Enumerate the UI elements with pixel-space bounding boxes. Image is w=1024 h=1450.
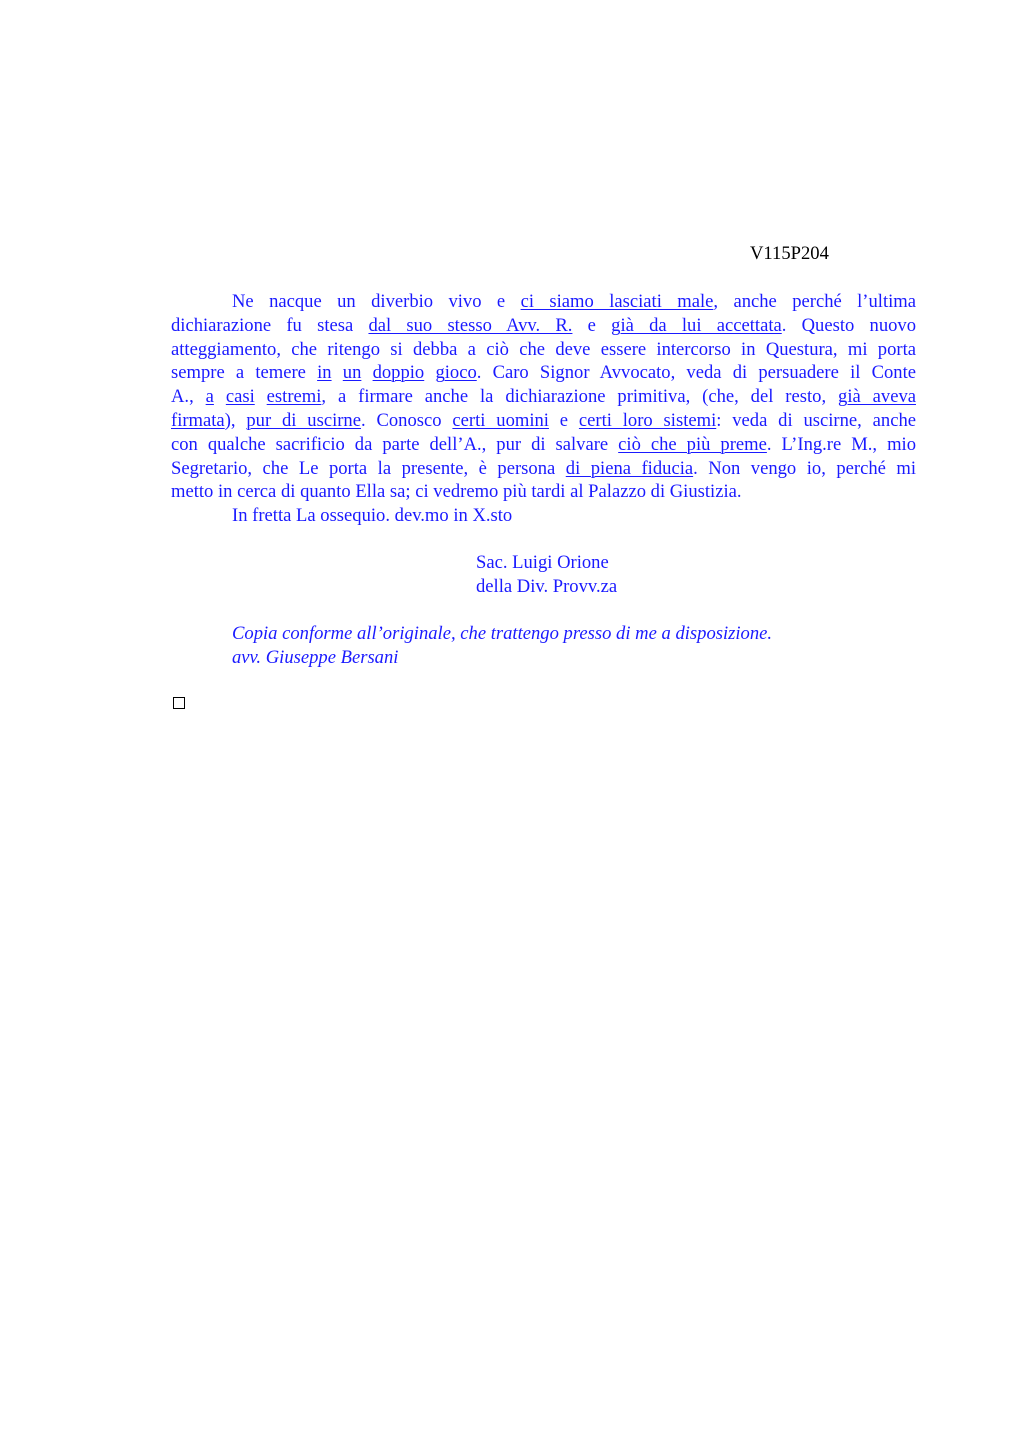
underlined-text: già da lui accettata bbox=[611, 314, 782, 336]
body-line bbox=[171, 457, 916, 481]
certification-note bbox=[232, 622, 772, 670]
body-text: e bbox=[572, 314, 612, 336]
body-text: . L’Ing.re M., mio bbox=[766, 433, 916, 455]
body-text: . Questo nuovo bbox=[781, 314, 917, 336]
letter-body bbox=[171, 290, 916, 528]
body-text: Segretario, che Le porta la presente, è persona bbox=[171, 457, 566, 479]
body-line bbox=[171, 433, 916, 457]
signature-name: Sac. Luigi Orione bbox=[476, 552, 609, 573]
body-text: dichiarazione fu stesa bbox=[171, 314, 369, 336]
body-text: con qualche sacrificio da parte dell’A., pur di salvare bbox=[171, 433, 619, 455]
body-text: , anche perché l’ultima bbox=[713, 291, 917, 312]
page-reference: V115P204 bbox=[750, 243, 829, 264]
body-line bbox=[171, 338, 916, 362]
body-line bbox=[171, 480, 916, 504]
body-text: e bbox=[548, 409, 579, 431]
underlined-text: già aveva bbox=[838, 386, 916, 408]
body-text: atteggiamento, che ritengo si debba a ciò che deve essere intercorso in Questura, mi porta bbox=[171, 338, 916, 360]
body-text bbox=[332, 362, 343, 383]
body-paragraph bbox=[171, 290, 916, 504]
underlined-text: di piena fiducia bbox=[565, 457, 694, 479]
checkbox-square[interactable] bbox=[173, 697, 185, 709]
certification-signer: avv. Giuseppe Bersani bbox=[232, 646, 399, 668]
underlined-text: un bbox=[342, 362, 362, 384]
body-line bbox=[171, 290, 916, 314]
body-text: Ne nacque un diverbio vivo e bbox=[232, 291, 521, 312]
body-text bbox=[255, 386, 267, 407]
body-line bbox=[171, 409, 916, 433]
body-line bbox=[171, 385, 916, 409]
body-text: . Caro Signor Avvocato, veda di persuadere il Conte bbox=[476, 362, 917, 384]
body-text: . Conosco bbox=[361, 409, 453, 431]
underlined-text: certi uomini bbox=[452, 409, 549, 431]
body-text bbox=[361, 362, 372, 383]
underlined-text: dal suo stesso Avv. R. bbox=[368, 314, 573, 336]
underlined-text: ciò che più preme bbox=[618, 433, 767, 455]
underlined-text: a bbox=[205, 386, 214, 408]
body-text: . Non vengo io, perché mi bbox=[693, 457, 917, 479]
underlined-text: casi bbox=[225, 386, 255, 408]
underlined-text: gioco bbox=[435, 362, 477, 384]
body-text bbox=[214, 386, 226, 407]
underlined-text: estremi bbox=[266, 386, 322, 408]
underlined-text: certi loro sistemi bbox=[578, 409, 717, 431]
body-text bbox=[424, 362, 435, 383]
underlined-text: ci siamo lasciati male bbox=[520, 291, 714, 312]
body-text: metto in cerca di quanto Ella sa; ci vedremo più tardi al Palazzo di Giustizia. bbox=[171, 481, 742, 503]
body-text: ), bbox=[224, 409, 247, 431]
underlined-text: doppio bbox=[372, 362, 425, 384]
body-text: A., bbox=[171, 386, 206, 408]
certification-text: Copia conforme all’originale, che trattengo presso di me a disposizione. bbox=[232, 623, 773, 644]
body-line bbox=[171, 361, 916, 385]
body-text: , a firmare anche la dichiarazione primitiva, (che, del resto, bbox=[321, 386, 839, 408]
underlined-text: in bbox=[317, 362, 332, 384]
closing-line: In fretta La ossequio. dev.mo in X.sto bbox=[232, 505, 513, 527]
underlined-text: firmata bbox=[171, 409, 225, 431]
body-line bbox=[171, 314, 916, 338]
body-text: : veda di uscirne, anche bbox=[716, 409, 917, 431]
body-text: sempre a temere bbox=[171, 362, 318, 384]
signature-title: della Div. Provv.za bbox=[476, 575, 618, 597]
underlined-text: pur di uscirne bbox=[246, 409, 361, 431]
signature-block bbox=[476, 551, 617, 599]
